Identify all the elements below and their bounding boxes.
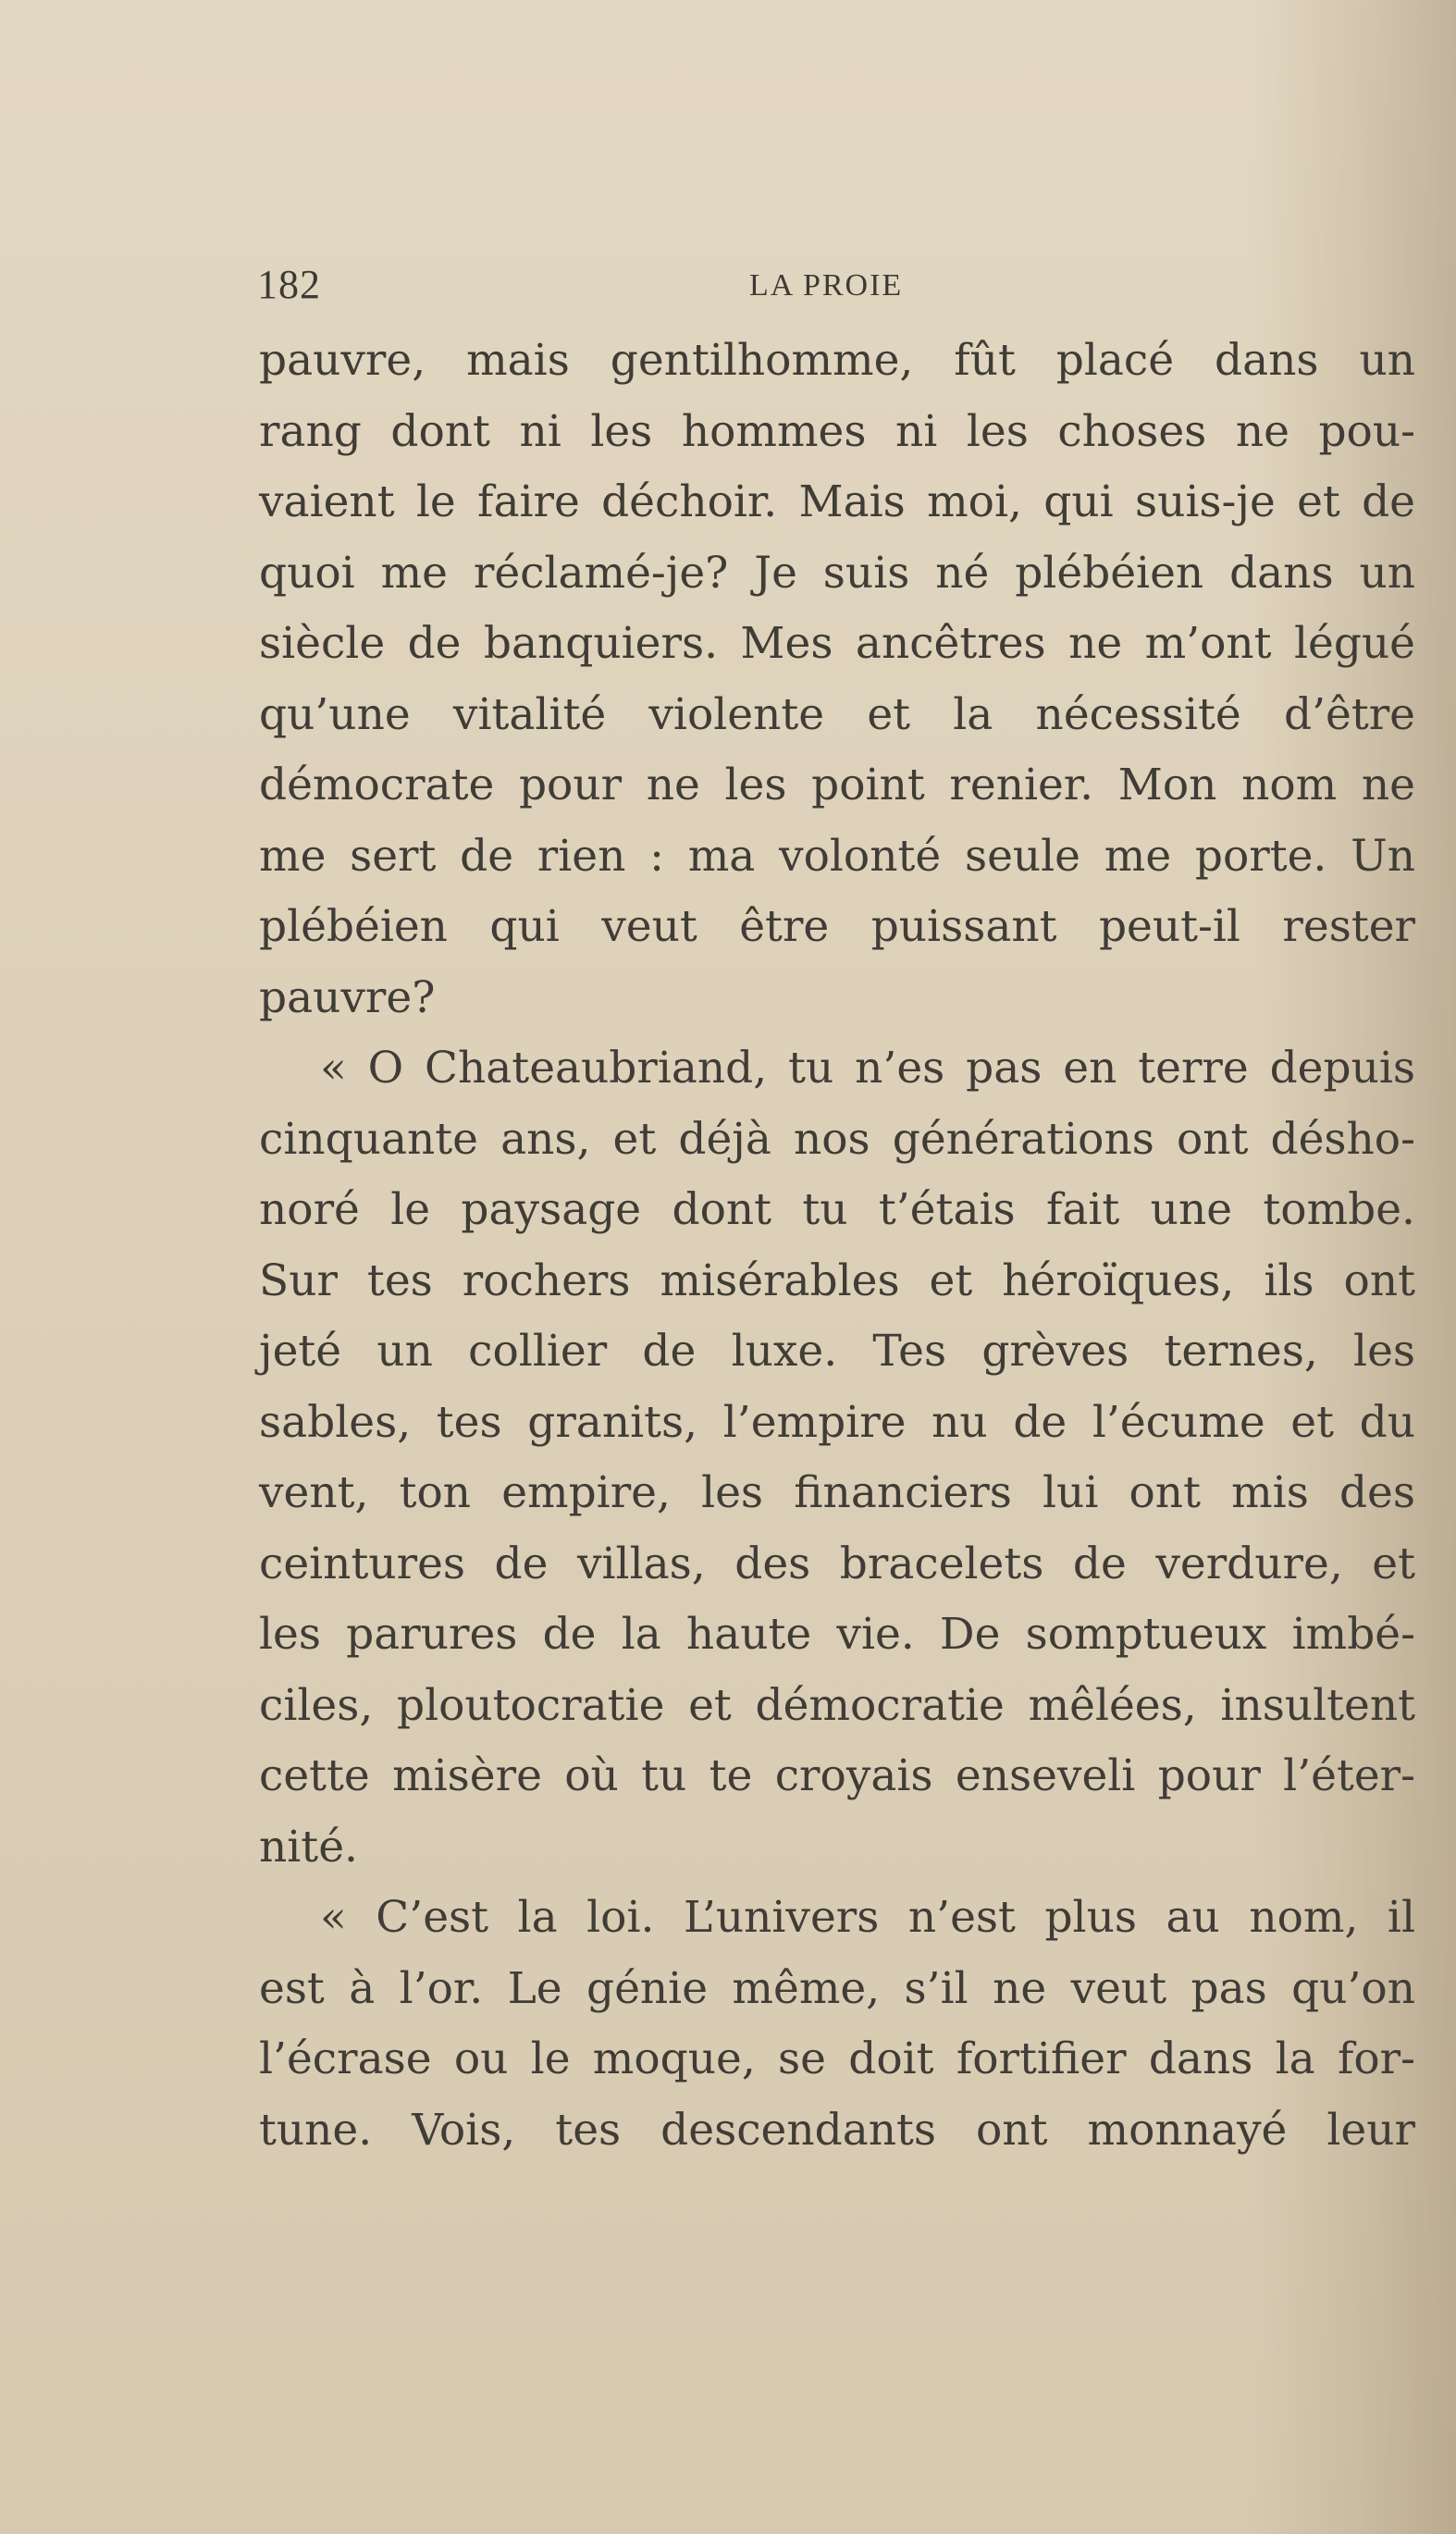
text-line: ciles, ploutocratie et démocratie mêlées, insultent [259, 1679, 1415, 1731]
page-header [257, 261, 1413, 313]
text-line: pauvre? [259, 971, 436, 1023]
text-line: ceintures de villas, des bracelets de verdure, et [259, 1538, 1415, 1589]
text-line: quoi me réclamé-je? Je suis né plébéien dans un [259, 547, 1415, 599]
text-line: siècle de banquiers. Mes ancêtres ne m’ont légué [259, 618, 1415, 669]
text-line: « O Chateaubriand, tu n’es pas en terre depuis [320, 1043, 1415, 1094]
text-line: sables, tes granits, l’empire nu de l’écume et du [259, 1396, 1415, 1448]
text-line: jeté un collier de luxe. Tes grèves ternes, les [259, 1326, 1415, 1377]
text-line: rang dont ni les hommes ni les choses ne pou- [259, 405, 1415, 457]
text-line: démocrate pour ne les point renier. Mon nom ne [259, 760, 1415, 810]
text-line: tune. Vois, tes descendants ont monnayé leur [259, 2104, 1415, 2156]
text-line: les parures de la haute vie. De somptueux imbé- [259, 1609, 1415, 1660]
text-line: noré le paysage dont tu t’étais fait une tombe. [259, 1184, 1415, 1235]
text-line: qu’une vitalité violente et la nécessité d’être [259, 688, 1415, 740]
text-line: plébéien qui veut être puissant peut-il rester [259, 901, 1415, 952]
page-number: 182 [257, 262, 321, 307]
text-line: vaient le faire déchoir. Mais moi, qui suis-je et de [259, 476, 1415, 527]
text-line: me sert de rien : ma volonté seule me porte. Un [259, 830, 1415, 882]
text-line: l’écrase ou le moque, se doit fortifier dans la for- [259, 2033, 1415, 2084]
text-line: cette misère où tu te croyais enseveli pour l’éter- [259, 1750, 1415, 1801]
text-line: « C’est la loi. L’univers n’est plus au nom, il [320, 1892, 1415, 1943]
text-line: Sur tes rochers misérables et héroïques, ils ont [259, 1255, 1415, 1306]
running-title: LA PROIE [749, 268, 904, 303]
text-line: pauvre, mais gentilhomme, fût placé dans un [259, 335, 1415, 386]
text-line: cinquante ans, et déjà nos générations ont désho- [259, 1113, 1415, 1165]
text-line: vent, ton empire, les financiers lui ont mis des [259, 1467, 1415, 1518]
body-text [259, 326, 1415, 2166]
text-line: nité. [259, 1821, 358, 1873]
text-line: est à l’or. Le génie même, s’il ne veut pas qu’on [259, 1962, 1415, 2014]
